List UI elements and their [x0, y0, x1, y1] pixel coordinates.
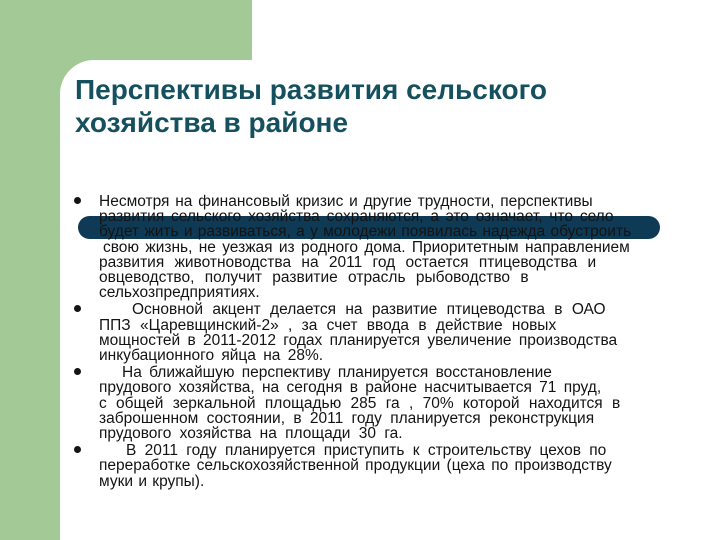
bullet-line: свою жизнь, не уезжая из родного дома. Приоритетным направлением: [103, 238, 630, 256]
bullet-item: [70, 302, 715, 363]
bullet-line: инкубационного яйца на 28%.: [99, 347, 324, 365]
slide-title-line: хозяйства в районе: [75, 107, 349, 138]
bullet-line: На ближайшую перспективу планируется восстановление: [122, 364, 552, 382]
bullet-line: сельхозпредприятиях.: [99, 284, 260, 302]
bullet-item: [70, 194, 715, 300]
bullet-line: развития сельского хозяйства сохраняются, а это означает, что село: [99, 208, 614, 226]
bullet-item: [70, 443, 715, 489]
bullet-line: муки и крупы).: [99, 472, 205, 490]
bullet-item: [70, 365, 715, 441]
bullet-list: [70, 194, 715, 491]
bullet-line: прудового хозяйства, на сегодня в районе насчитывается 71 пруд,: [99, 379, 602, 397]
bullet-line: развития животноводства на 2011 год остается птицеводства и: [99, 253, 597, 271]
bullet-line: будет жить и развиваться, а у молодежи появилась надежда обустроить: [99, 223, 632, 241]
bullet-line: заброшенном состоянии, в 2011 году планируется реконструкция: [99, 409, 595, 427]
bullet-line: овцеводство, получит развитие отрасль рыбоводство в: [99, 269, 529, 287]
slide-title: [75, 73, 675, 139]
bullet-line: Несмотря на финансовый кризис и другие трудности, перспективы: [99, 193, 593, 210]
bullet-dot-icon: [74, 305, 81, 312]
bullet-line: переработке сельскохозяйственной продукции (цеха по производству: [99, 457, 612, 475]
bullet-dot-icon: [74, 446, 81, 453]
bullet-line: мощностей в 2011-2012 годах планируется увеличение производства: [99, 331, 618, 349]
bullet-line: с общей зеркальной площадью 285 га , 70% которой находится в: [99, 394, 621, 412]
bullet-dot-icon: [74, 368, 81, 375]
bullet-line: ППЗ «Царевщинский-2» , за счет ввода в действие новых: [99, 316, 557, 334]
bullet-line: прудового хозяйства на площади 30 га.: [99, 425, 403, 443]
slide-title-line: Перспективы развития сельского: [75, 74, 547, 105]
bullet-dot-icon: [74, 197, 81, 204]
bullet-line: Основной акцент делается на развитие птицеводства в ОАО: [132, 301, 606, 319]
bullet-line: В 2011 году планируется приступить к строительству цехов по: [126, 442, 607, 460]
